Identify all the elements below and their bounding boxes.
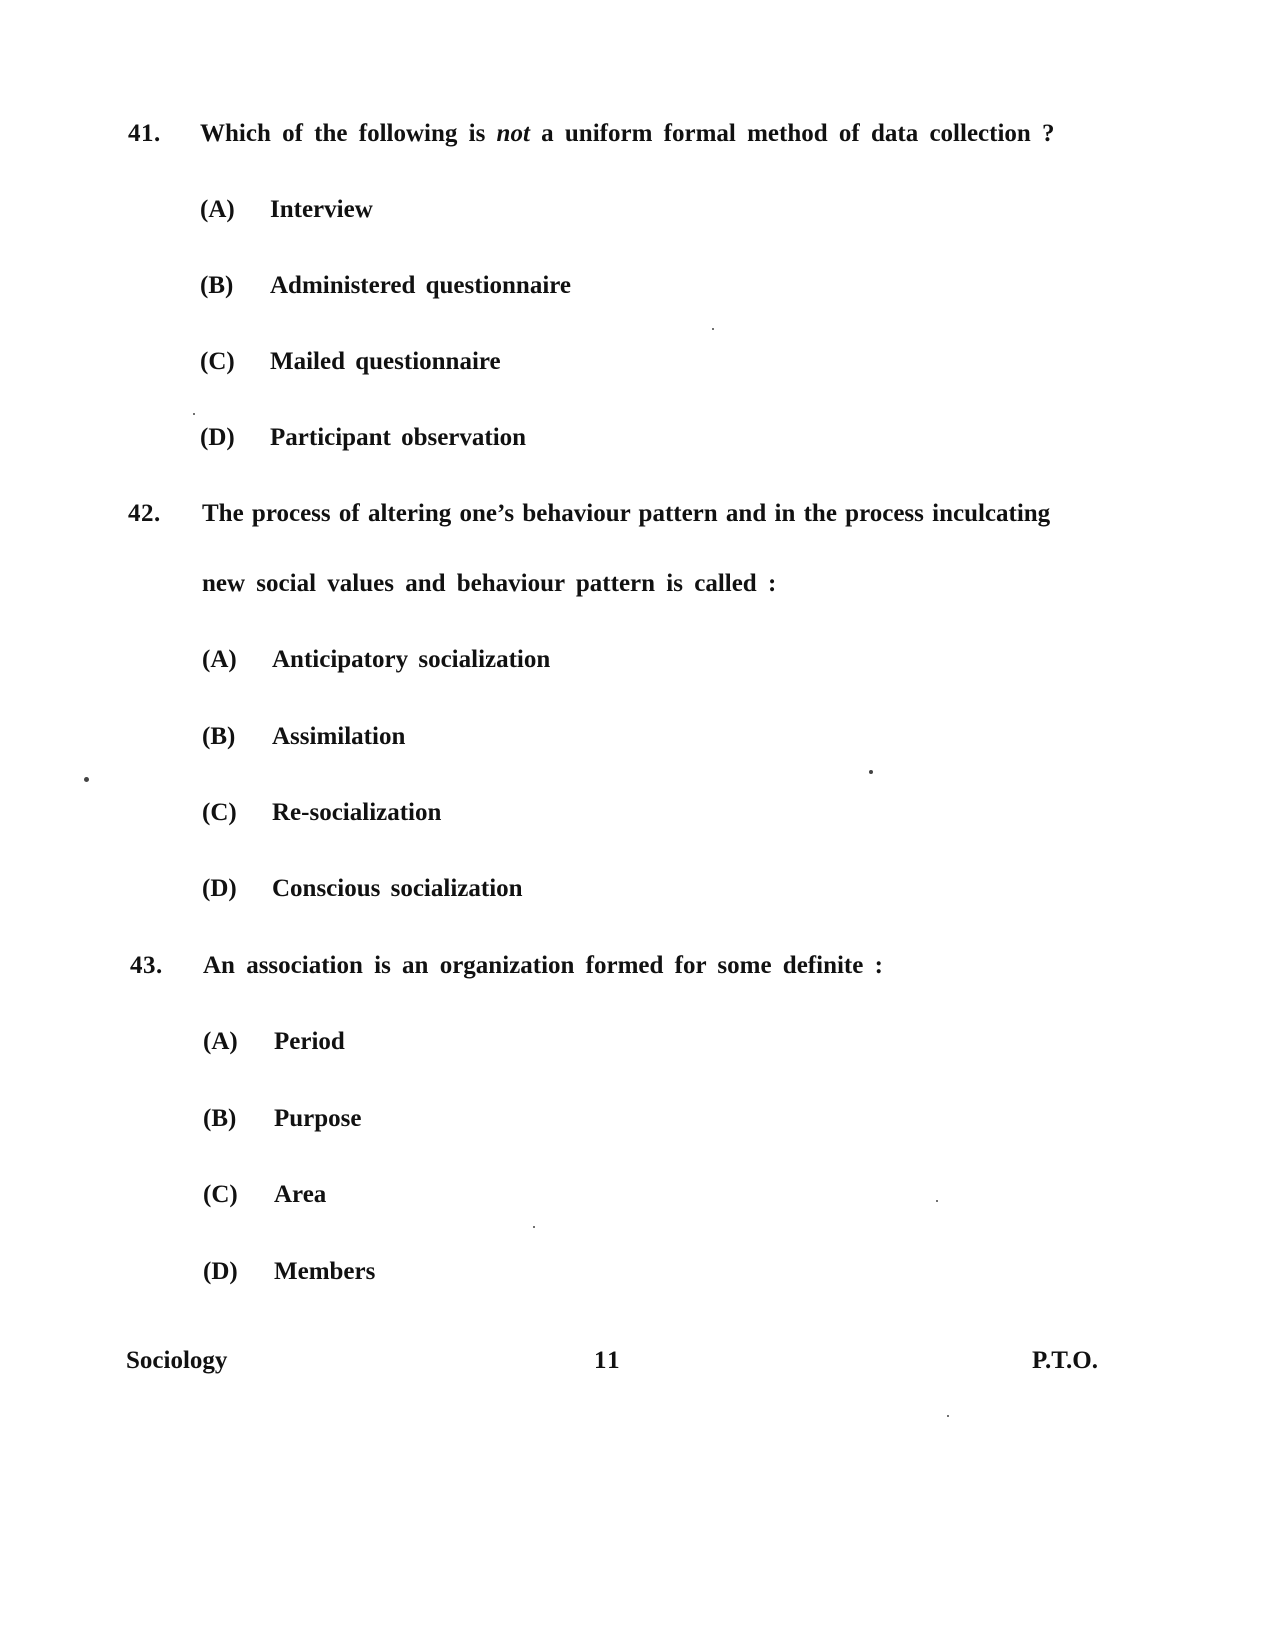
question-42-text-line1: The process of altering one’s behaviour pattern and in the process inculcating xyxy=(202,500,1051,527)
question-43-option-b-text: Purpose xyxy=(274,1105,362,1132)
question-43-option-c-text: Area xyxy=(274,1181,327,1208)
question-42-option-a-letter: (A) xyxy=(202,646,237,673)
question-43-option-a-text: Period xyxy=(274,1028,345,1055)
question-41-option-c-text: Mailed questionnaire xyxy=(270,348,501,375)
question-41-number: 41. xyxy=(128,120,161,147)
scan-speck xyxy=(869,770,873,774)
question-43-number: 43. xyxy=(130,952,163,979)
question-41-text-part: a uniform formal method of data collection ? xyxy=(529,120,1055,147)
scan-speck xyxy=(712,328,714,330)
question-42-option-c-text: Re-socialization xyxy=(272,799,442,826)
question-41-option-a-text: Interview xyxy=(270,196,373,223)
question-41-text xyxy=(200,120,1055,148)
scan-speck xyxy=(936,1200,938,1202)
question-41-option-b-text: Administered questionnaire xyxy=(270,272,572,299)
footer-page-number: 11 xyxy=(594,1347,622,1374)
question-42-option-b-text: Assimilation xyxy=(272,723,406,750)
scan-speck xyxy=(947,1415,949,1417)
question-42-option-b-letter: (B) xyxy=(202,723,236,750)
scan-speck xyxy=(84,777,89,782)
question-43-option-c-letter: (C) xyxy=(203,1181,238,1208)
question-43-text: An association is an organization formed for some definite : xyxy=(203,952,883,979)
question-42-option-d-text: Conscious socialization xyxy=(272,875,523,902)
question-42-text-line2: new social values and behaviour pattern is called : xyxy=(202,570,777,597)
question-43-option-a-letter: (A) xyxy=(203,1028,238,1055)
question-43-option-d-letter: (D) xyxy=(203,1258,238,1285)
question-42-number: 42. xyxy=(128,500,161,527)
question-41-option-d-letter: (D) xyxy=(200,424,235,451)
question-42-option-a-text: Anticipatory socialization xyxy=(272,646,551,673)
question-41-option-a-letter: (A) xyxy=(200,196,235,223)
question-41-emphasis: not xyxy=(496,120,530,147)
question-43-option-b-letter: (B) xyxy=(203,1105,237,1132)
question-41-option-d-text: Participant observation xyxy=(270,424,527,451)
question-42-option-c-letter: (C) xyxy=(202,799,237,826)
question-41-text-part: Which of the following is xyxy=(200,120,497,147)
scan-speck xyxy=(533,1226,535,1228)
scan-speck xyxy=(193,413,195,415)
question-42-option-d-letter: (D) xyxy=(202,875,237,902)
question-41-option-b-letter: (B) xyxy=(200,272,234,299)
footer-pto: P.T.O. xyxy=(1032,1347,1098,1374)
question-41-option-c-letter: (C) xyxy=(200,348,235,375)
question-43-option-d-text: Members xyxy=(274,1258,376,1285)
footer-subject: Sociology xyxy=(126,1347,228,1374)
